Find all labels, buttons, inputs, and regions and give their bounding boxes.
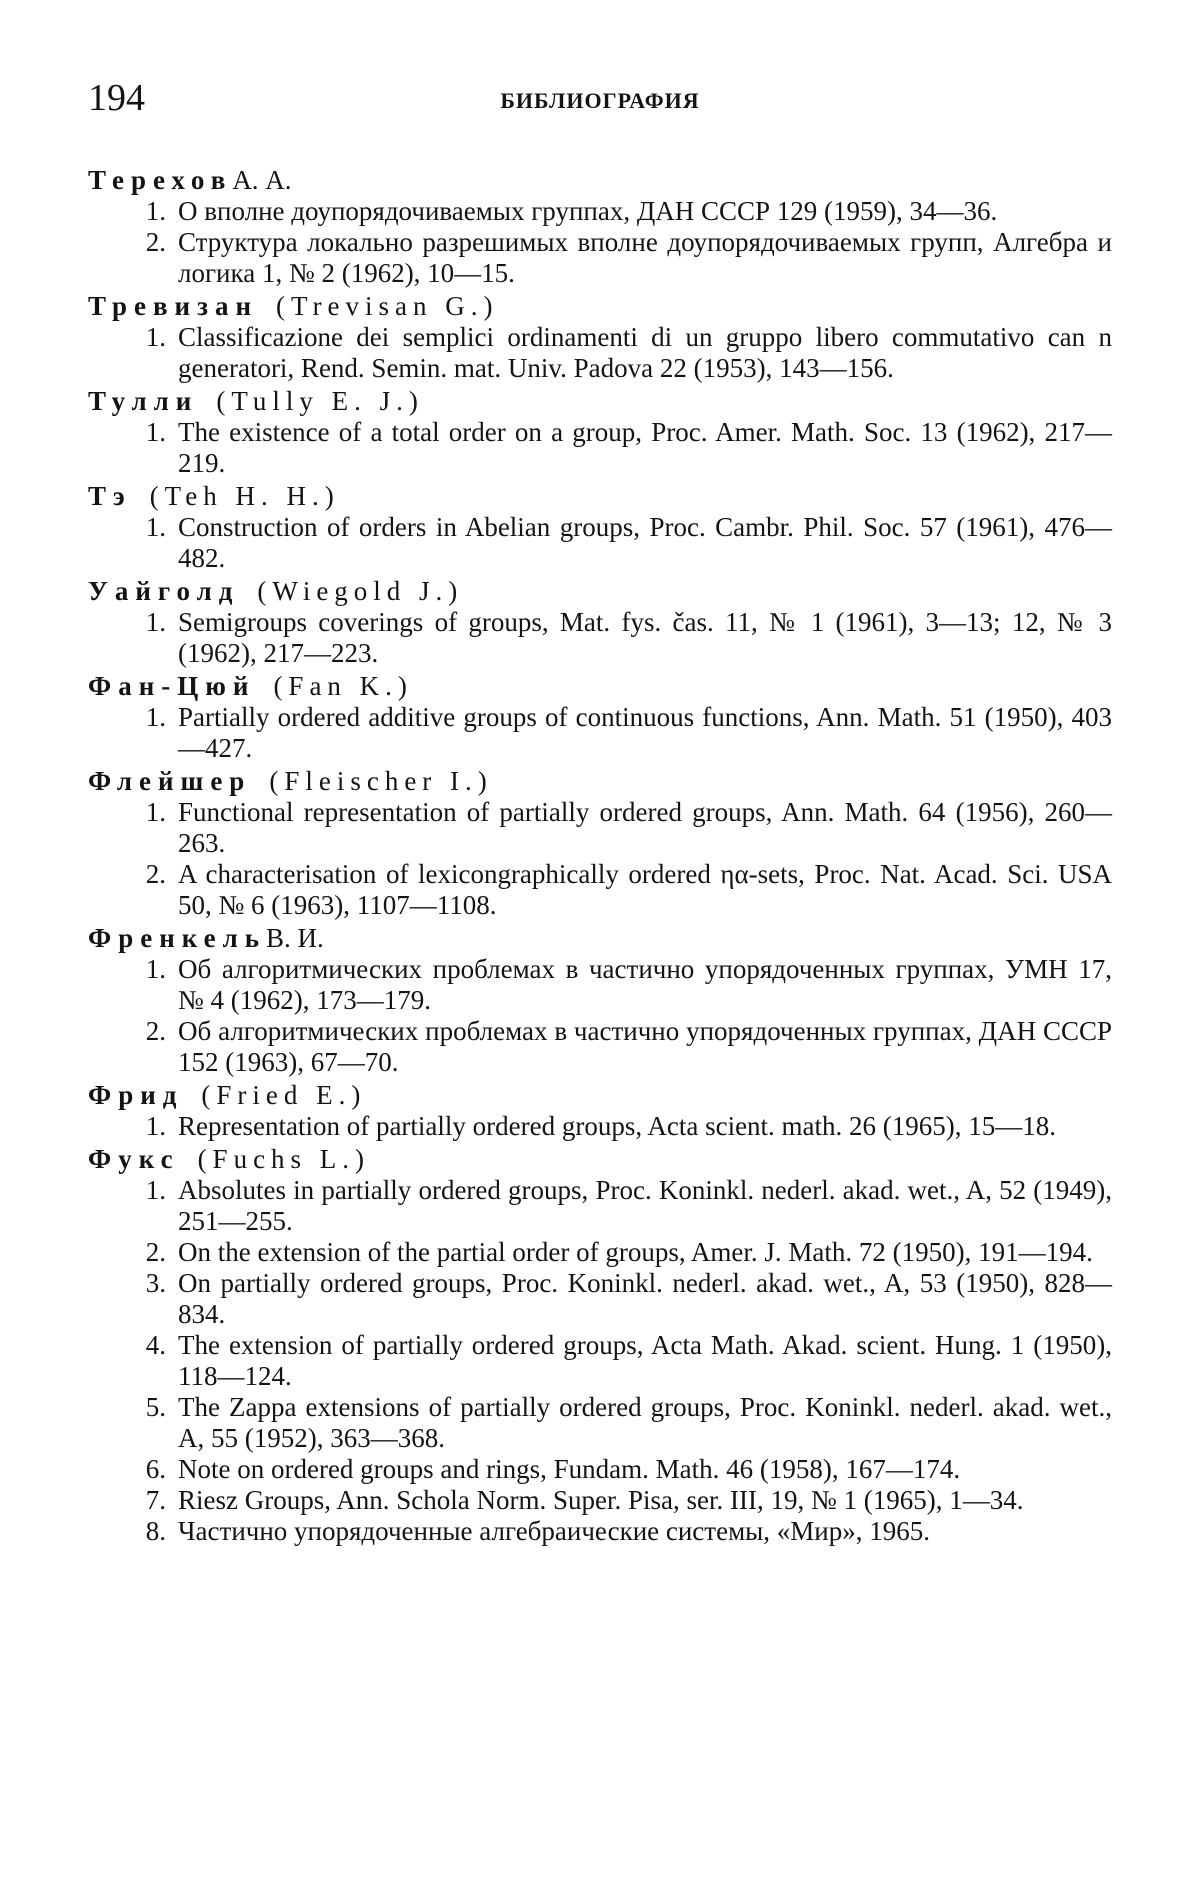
- reference-number: 1.: [145, 1111, 166, 1141]
- page-number: 194: [88, 77, 145, 119]
- reference-text: Note on ordered groups and rings, Fundam. Math. 46 (1958), 167—174.: [178, 1454, 961, 1484]
- reference-text: A characterisation of lexicongraphically ordered ηα-sets, Proc. Nat. Acad. Sci. USA 50, № 6 (1963), 1107—1108.: [178, 859, 1112, 920]
- reference-number: 1.: [145, 512, 166, 542]
- reference-number: 2.: [145, 227, 166, 257]
- reference-text: Частично упорядоченные алгебраические системы, «Мир», 1965.: [178, 1516, 931, 1546]
- reference-number: 7.: [145, 1485, 166, 1515]
- reference-entry: [88, 227, 1112, 289]
- reference-entry: [88, 702, 1112, 764]
- reference-number: 8.: [145, 1516, 166, 1546]
- reference-text: The Zappa extensions of partially ordered groups, Proc. Koninkl. nederl. akad. wet., A, 55 (1952), 363—368.: [178, 1392, 1112, 1453]
- reference-number: 2.: [145, 1237, 166, 1267]
- reference-entry: [88, 1454, 1112, 1485]
- reference-number: 1.: [145, 797, 166, 827]
- reference-text: Riesz Groups, Ann. Schola Norm. Super. Pisa, ser. III, 19, № 1 (1965), 1—34.: [178, 1485, 1024, 1515]
- reference-text: Semigroups coverings of groups, Mat. fys. čas. 11, № 1 (1961), 3—13; 12, № 3 (1962), 217—223.: [178, 607, 1112, 668]
- author-heading: [88, 1144, 1112, 1175]
- reference-entry: [88, 1237, 1112, 1268]
- reference-text: Functional representation of partially ordered groups, Ann. Math. 64 (1956), 260—263.: [178, 797, 1112, 858]
- reference-text: О вполне доупорядочиваемых группах, ДАН СССР 129 (1959), 34—36.: [178, 196, 998, 226]
- reference-entry: [88, 954, 1112, 1016]
- author-heading: [88, 923, 1112, 954]
- author-name: Фукс: [88, 1144, 180, 1174]
- reference-text: Classificazione dei semplici ordinamenti di un gruppo libero commutativo can n generatori, Rend. Semin. mat. Univ. Padova 22 (1953), 143—156.: [178, 322, 1112, 383]
- author-heading: [88, 386, 1112, 417]
- reference-entry: [88, 322, 1112, 384]
- reference-entry: [88, 512, 1112, 574]
- author-name: Фан-Цюй: [88, 671, 256, 701]
- reference-entry: [88, 1330, 1112, 1392]
- reference-number: 1.: [145, 607, 166, 637]
- author-name: Фрид: [88, 1080, 184, 1110]
- reference-text: Об алгоритмических проблемах в частично упорядоченных группах, ДАН СССР 152 (1963), 67—70.: [178, 1016, 1112, 1077]
- reference-number: 4.: [145, 1330, 166, 1360]
- reference-number: 2.: [145, 1016, 166, 1046]
- reference-number: 1.: [145, 702, 166, 732]
- author-heading: [88, 766, 1112, 797]
- reference-number: 3.: [145, 1268, 166, 1298]
- reference-entry: [88, 1392, 1112, 1454]
- author-latin-name: (Tully E. J.): [216, 386, 424, 416]
- reference-number: 1.: [145, 417, 166, 447]
- author-heading: [88, 671, 1112, 702]
- reference-entry: [88, 797, 1112, 859]
- reference-text: Partially ordered additive groups of continuous functions, Ann. Math. 51 (1950), 403—427.: [178, 702, 1112, 763]
- author-latin-name: (Fuchs L.): [197, 1144, 371, 1174]
- author-name: Тэ: [88, 481, 132, 511]
- author-heading: [88, 291, 1112, 322]
- reference-text: Структура локально разрешимых вполне доупорядочиваемых групп, Алгебра и логика 1, № 2 (1962), 10—15.: [178, 227, 1112, 288]
- reference-number: 6.: [145, 1454, 166, 1484]
- reference-number: 1.: [145, 1175, 166, 1205]
- author-heading: [88, 576, 1112, 607]
- reference-number: 1.: [145, 954, 166, 984]
- reference-number: 2.: [145, 859, 166, 889]
- reference-entry: [88, 417, 1112, 479]
- author-name: Френкель: [88, 923, 267, 953]
- reference-text: The extension of partially ordered groups, Acta Math. Akad. scient. Hung. 1 (1950), 118—124.: [178, 1330, 1112, 1391]
- page-header: [88, 76, 1112, 136]
- author-name: Уайголд: [88, 576, 240, 606]
- author-name: Флейшер: [88, 766, 252, 796]
- author-initials: В. И.: [266, 923, 324, 953]
- author-latin-name: (Wiegold J.): [257, 576, 464, 606]
- reference-number: 5.: [145, 1392, 166, 1422]
- reference-text: Absolutes in partially ordered groups, Proc. Koninkl. nederl. akad. wet., A, 52 (1949), 251—255.: [178, 1175, 1112, 1236]
- reference-number: 1.: [145, 322, 166, 352]
- reference-text: Representation of partially ordered groups, Acta scient. math. 26 (1965), 15—18.: [178, 1111, 1057, 1141]
- reference-entry: [88, 1111, 1112, 1142]
- author-latin-name: (Fried E.): [201, 1080, 367, 1110]
- reference-number: 1.: [145, 196, 166, 226]
- author-latin-name: (Fan K.): [273, 671, 413, 701]
- author-name: Терехов: [88, 165, 233, 195]
- reference-text: Об алгоритмических проблемах в частично упорядоченных группах, УМН 17, № 4 (1962), 173—179.: [178, 954, 1112, 1015]
- reference-entry: [88, 196, 1112, 227]
- bibliography-list: [88, 163, 1112, 1547]
- reference-entry: [88, 1485, 1112, 1516]
- author-latin-name: (Teh H. H.): [149, 481, 340, 511]
- reference-entry: [88, 1268, 1112, 1330]
- running-head: БИБЛИОГРАФИЯ: [500, 88, 700, 113]
- author-initials: А. А.: [232, 165, 292, 195]
- author-heading: [88, 165, 1112, 196]
- reference-entry: [88, 607, 1112, 669]
- reference-entry: [88, 1175, 1112, 1237]
- author-latin-name: (Trevisan G.): [276, 291, 499, 321]
- reference-entry: [88, 859, 1112, 921]
- reference-text: The existence of a total order on a group, Proc. Amer. Math. Soc. 13 (1962), 217—219.: [178, 417, 1112, 478]
- reference-entry: [88, 1016, 1112, 1078]
- author-heading: [88, 1080, 1112, 1111]
- reference-entry: [88, 1516, 1112, 1547]
- author-heading: [88, 481, 1112, 512]
- author-latin-name: (Fleischer I.): [269, 766, 493, 796]
- author-name: Тулли: [88, 386, 199, 416]
- author-name: Тревизан: [88, 291, 259, 321]
- reference-text: On partially ordered groups, Proc. Koninkl. nederl. akad. wet., A, 53 (1950), 828—834.: [178, 1268, 1112, 1329]
- reference-text: Construction of orders in Abelian groups, Proc. Cambr. Phil. Soc. 57 (1961), 476—482.: [178, 512, 1112, 573]
- reference-text: On the extension of the partial order of groups, Amer. J. Math. 72 (1950), 191—194.: [178, 1237, 1093, 1267]
